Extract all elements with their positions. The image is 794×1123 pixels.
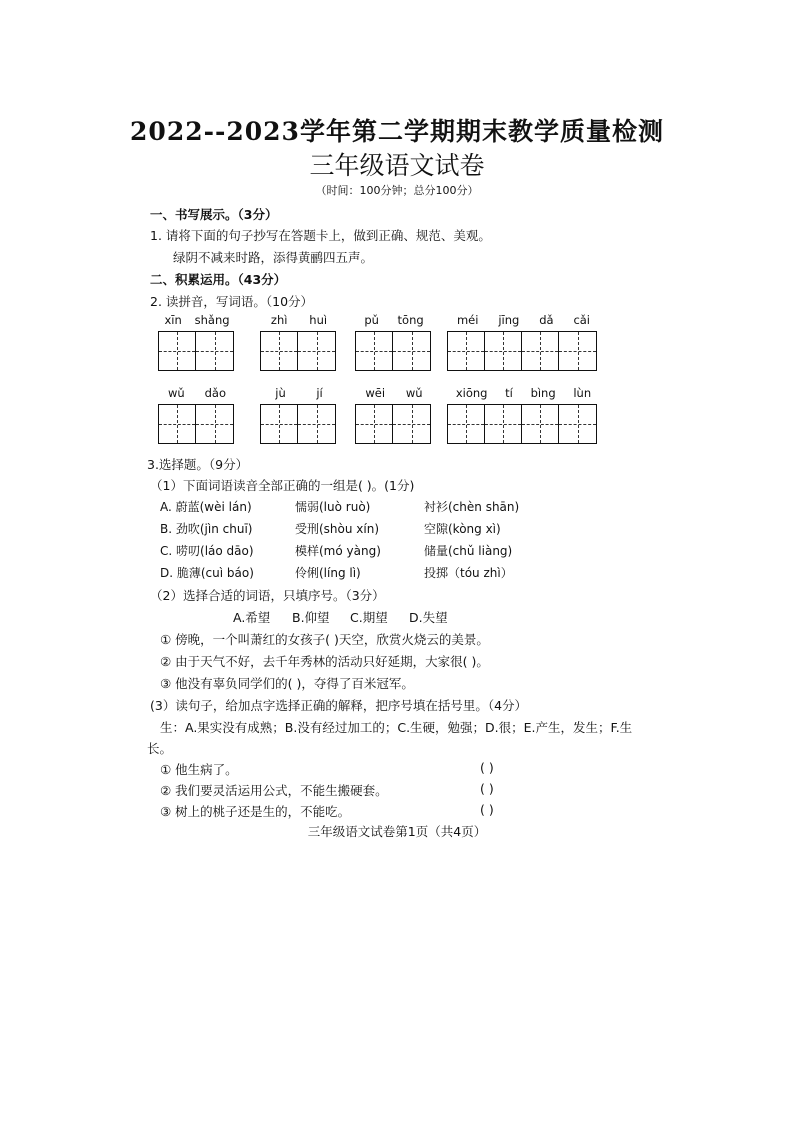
- pinyin-syllable: cǎi: [573, 313, 591, 327]
- pinyin-idiom-box[interactable]: [447, 313, 600, 371]
- option-a-1[interactable]: A. 蔚蓝(wèi lán): [160, 500, 252, 514]
- section1-heading: 一、书写展示。（3分）: [150, 207, 278, 222]
- fill-item-1[interactable]: ① 傍晚，一个叫萧红的女孩子( )天空，欣赏火烧云的美景。: [160, 632, 489, 647]
- section2-heading: 二、积累运用。（43分）: [150, 272, 287, 287]
- definition-line-2: 长。: [147, 741, 173, 756]
- choice-a: A.希望: [233, 610, 271, 625]
- choice-d: D.失望: [409, 610, 448, 625]
- option-d-2: 伶俐(líng lì): [295, 566, 361, 580]
- pinyin-syllable: tí: [505, 386, 513, 400]
- pinyin-syllable: tōng: [397, 313, 424, 327]
- q1-instruction: 1. 请将下面的句子抄写在答题卡上，做到正确、规范、美观。: [150, 228, 491, 243]
- exam-title: 2022--2023学年第二学期期末教学质量检测: [130, 117, 664, 146]
- pinyin-syllable: zhì: [270, 313, 288, 327]
- choice-c: C.期望: [350, 610, 388, 625]
- pinyin-word-box[interactable]: [158, 313, 236, 371]
- answer-paren-1[interactable]: ( ): [480, 760, 494, 775]
- fill-item-3[interactable]: ③ 他没有辜负同学们的( )，夺得了百米冠军。: [160, 676, 414, 691]
- pinyin-syllable: wēi: [365, 386, 386, 400]
- definition-line-1: 生：A.果实没有成熟；B.没有经过加工的；C.生硬，勉强；D.很；E.产生，发生；F.生: [160, 720, 633, 735]
- pinyin-syllable: jí: [316, 386, 323, 400]
- sentence-item-2: ② 我们要灵活运用公式，不能生搬硬套。: [160, 783, 388, 798]
- pinyin-syllable: jù: [275, 386, 286, 400]
- pinyin-word-box[interactable]: [260, 386, 338, 444]
- pinyin-word-box[interactable]: [355, 386, 433, 444]
- option-b-2: 受刑(shòu xín): [295, 522, 380, 536]
- option-b-3: 空隙(kòng xì): [424, 522, 501, 536]
- pinyin-word-box[interactable]: [158, 386, 236, 444]
- pinyin-syllable: dǎ: [539, 313, 554, 327]
- pinyin-word-box[interactable]: [355, 313, 433, 371]
- pinyin-syllable: wǔ: [405, 386, 423, 400]
- pinyin-idiom-box[interactable]: [447, 386, 600, 444]
- q3-heading: 3.选择题。（9分）: [147, 457, 249, 472]
- exam-subtitle: 三年级语文试卷: [309, 151, 485, 180]
- answer-paren-3[interactable]: ( ): [480, 802, 494, 817]
- exam-meta: （时间：100分钟；总分100分）: [315, 184, 479, 197]
- option-d-3: 投掷（tóu zhì）: [424, 566, 513, 580]
- option-c-3: 储量(chǔ liàng): [424, 544, 513, 558]
- pinyin-syllable: méi: [456, 313, 479, 327]
- fill-item-2[interactable]: ② 由于天气不好，去千年秀林的活动只好延期，大家很( )。: [160, 654, 489, 669]
- q2-instruction: 2. 读拼音，写词语。（10分）: [150, 294, 314, 309]
- pinyin-syllable: shǎng: [194, 313, 230, 327]
- q3-1-prompt: （1）下面词语读音全部正确的一组是( )。(1分): [150, 478, 415, 493]
- pinyin-syllable: bìng: [530, 386, 556, 400]
- pinyin-syllable: dǎo: [204, 386, 227, 400]
- answer-paren-2[interactable]: ( ): [480, 781, 494, 796]
- option-a-3: 衬衫(chèn shān): [424, 500, 520, 514]
- pinyin-syllable: wǔ: [167, 386, 185, 400]
- pinyin-word-box[interactable]: [260, 313, 338, 371]
- option-c-1[interactable]: C. 唠叨(láo dāo): [160, 544, 254, 558]
- q3-3-prompt: (3）读句子，给加点字选择正确的解释，把序号填在括号里。（4分）: [150, 698, 528, 713]
- sentence-item-1: ① 他生病了。: [160, 762, 238, 777]
- option-c-2: 模样(mó yàng): [295, 544, 381, 558]
- option-d-1[interactable]: D. 脆薄(cuì báo): [160, 566, 254, 580]
- q1-sentence: 绿阴不减来时路，添得黄鹂四五声。: [173, 250, 374, 265]
- page-footer: 三年级语文试卷第1页（共4页）: [307, 824, 487, 839]
- pinyin-syllable: lùn: [573, 386, 592, 400]
- pinyin-syllable: xiōng: [455, 386, 488, 400]
- pinyin-syllable: huì: [309, 313, 328, 327]
- pinyin-syllable: jīng: [498, 313, 520, 327]
- option-b-1[interactable]: B. 劲吹(jìn chuī): [160, 522, 253, 536]
- pinyin-syllable: xīn: [164, 313, 182, 327]
- pinyin-syllable: pǔ: [364, 313, 379, 327]
- q3-2-prompt: （2）选择合适的词语，只填序号。（3分）: [150, 588, 385, 603]
- choice-b: B.仰望: [292, 610, 330, 625]
- option-a-2: 懦弱(luò ruò): [295, 500, 371, 514]
- sentence-item-3: ③ 树上的桃子还是生的，不能吃。: [160, 804, 351, 819]
